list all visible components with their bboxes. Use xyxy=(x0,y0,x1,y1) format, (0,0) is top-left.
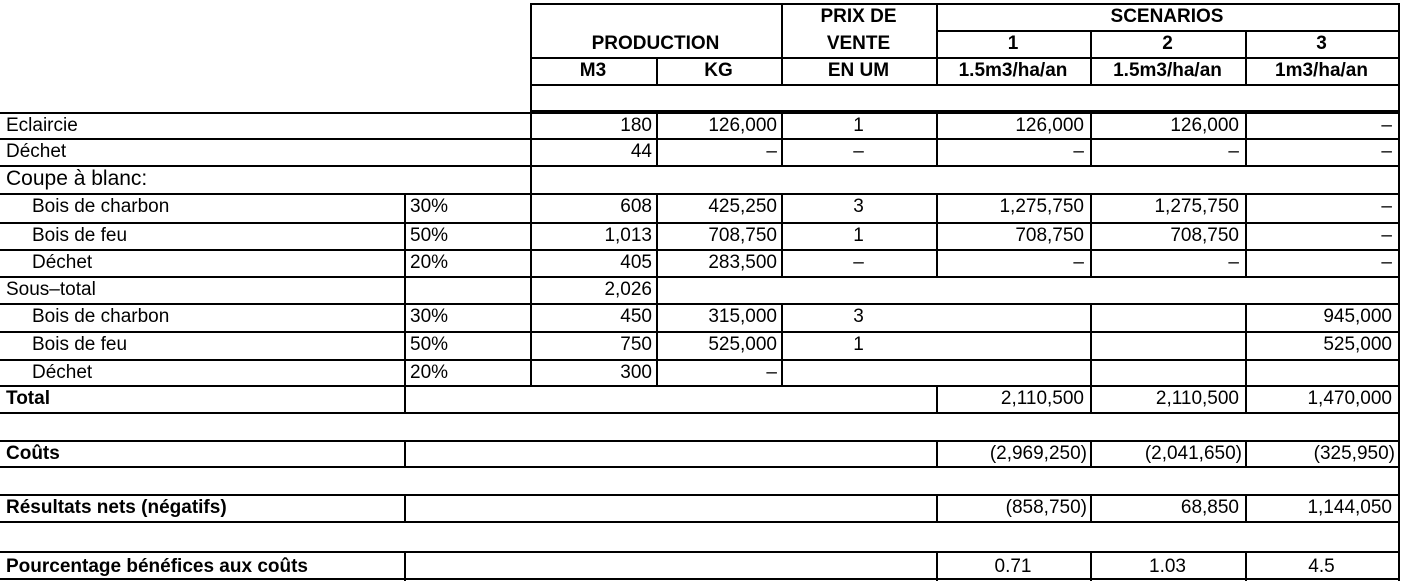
row-scenario-3: – xyxy=(1381,225,1392,246)
row-scenario-3: – xyxy=(1381,196,1392,217)
pourcentage-s1: 0.71 xyxy=(994,556,1032,577)
row-scenario-3 xyxy=(1245,165,1392,192)
row-label: Sous–total xyxy=(6,279,96,300)
row-scenario-2 xyxy=(1090,331,1239,358)
row-scenario-2: 708,750 xyxy=(1170,225,1239,246)
row-percent xyxy=(410,138,520,165)
total-label: Total xyxy=(6,388,50,409)
row-scenario-2 xyxy=(1090,165,1239,192)
grid-line xyxy=(0,521,1400,523)
row-scenario-1 xyxy=(936,303,1084,330)
row-scenario-2: 1,275,750 xyxy=(1154,196,1239,217)
resultats-s1: (858,750) xyxy=(1005,497,1087,518)
row-scenario-1: – xyxy=(1073,252,1084,273)
grid-line xyxy=(0,412,1400,414)
grid-line xyxy=(1398,3,1400,581)
row-percent: 30% xyxy=(410,196,449,217)
row-label: Bois de charbon xyxy=(32,306,170,327)
resultats-s3: 1,144,050 xyxy=(1307,497,1392,518)
row-price xyxy=(781,165,936,192)
row-kg xyxy=(656,276,777,303)
row-label: Bois de charbon xyxy=(32,196,170,217)
row-scenario-2 xyxy=(1090,303,1239,330)
row-price: 3 xyxy=(853,306,864,327)
row-m3: 750 xyxy=(620,334,652,355)
row-label: Déchet xyxy=(32,252,93,273)
row-kg: – xyxy=(766,141,777,162)
row-m3: 44 xyxy=(630,141,652,162)
row-scenario-2: – xyxy=(1228,252,1239,273)
row-kg: 126,000 xyxy=(708,115,777,136)
row-kg: 525,000 xyxy=(708,334,777,355)
total-s1: 2,110,500 xyxy=(1000,388,1084,409)
row-scenario-1: 1,275,750 xyxy=(999,196,1084,217)
row-scenario-3 xyxy=(1245,276,1392,303)
pourcentage-label: Pourcentage bénéfices aux coûts xyxy=(6,556,308,577)
row-scenario-3: – xyxy=(1381,252,1392,273)
row-m3: 450 xyxy=(620,306,652,327)
pourcentage-s2: 1.03 xyxy=(1149,556,1186,577)
row-kg: 283,500 xyxy=(708,252,777,273)
row-scenario-2 xyxy=(1090,359,1239,386)
row-kg: 315,000 xyxy=(708,306,777,327)
scenario-1-header: 1 xyxy=(1007,33,1019,54)
row-percent xyxy=(410,112,520,139)
row-m3: 608 xyxy=(620,196,652,217)
scenario-2-header: 2 xyxy=(1162,33,1173,54)
row-kg xyxy=(656,165,777,192)
row-percent: 50% xyxy=(410,334,449,355)
scenario-3-header: 3 xyxy=(1316,33,1327,54)
row-label: Coupe à blanc: xyxy=(6,167,148,190)
row-m3: 2,026 xyxy=(604,279,652,300)
row-scenario-1: – xyxy=(1073,141,1084,162)
row-label: Bois de feu xyxy=(32,225,128,246)
price-header-line3: EN UM xyxy=(827,60,890,81)
grid-line xyxy=(404,440,406,467)
row-price xyxy=(781,276,936,303)
row-label: Eclaircie xyxy=(6,115,78,136)
couts-s3: (325,950) xyxy=(1313,443,1395,464)
grid-line xyxy=(404,193,406,386)
row-label: Déchet xyxy=(6,141,67,162)
pourcentage-s3: 4.5 xyxy=(1308,556,1335,577)
row-m3: 180 xyxy=(620,115,652,136)
row-price: 1 xyxy=(853,115,864,136)
row-kg: – xyxy=(766,362,777,383)
scenario-1-rate: 1.5m3/ha/an xyxy=(958,60,1068,81)
row-scenario-2 xyxy=(1090,276,1239,303)
kg-header: KG xyxy=(704,60,733,81)
row-price: – xyxy=(853,141,864,162)
row-scenario-3: 945,000 xyxy=(1323,306,1392,327)
row-percent: 50% xyxy=(410,225,449,246)
row-percent: 20% xyxy=(410,362,449,383)
couts-s2: (2,041,650) xyxy=(1144,443,1242,464)
row-price: 1 xyxy=(853,225,864,246)
scenario-3-rate: 1m3/ha/an xyxy=(1275,60,1368,81)
row-m3 xyxy=(530,165,652,192)
row-price xyxy=(781,359,936,386)
price-header-line2: VENTE xyxy=(826,33,891,54)
resultats-label: Résultats nets (négatifs) xyxy=(6,497,227,518)
row-scenario-3: – xyxy=(1381,115,1392,136)
row-scenario-3: 525,000 xyxy=(1323,334,1392,355)
couts-s1: (2,969,250) xyxy=(989,443,1087,464)
row-percent xyxy=(410,165,520,192)
total-s3: 1,470,000 xyxy=(1307,388,1392,409)
row-percent xyxy=(410,276,520,303)
row-m3: 1,013 xyxy=(604,225,652,246)
row-scenario-1 xyxy=(936,165,1084,192)
scenarios-header: SCENARIOS xyxy=(1110,6,1224,27)
row-scenario-3 xyxy=(1245,359,1392,386)
row-scenario-2: – xyxy=(1228,141,1239,162)
row-scenario-2: 126,000 xyxy=(1170,115,1239,136)
row-scenario-1 xyxy=(936,331,1084,358)
row-price: 3 xyxy=(853,196,864,217)
row-scenario-1 xyxy=(936,276,1084,303)
row-price: – xyxy=(853,252,864,273)
row-price: 1 xyxy=(853,334,864,355)
couts-label: Coûts xyxy=(6,443,60,464)
row-m3: 405 xyxy=(620,252,652,273)
scenario-2-rate: 1.5m3/ha/an xyxy=(1113,60,1222,81)
grid-line xyxy=(530,84,1400,86)
row-scenario-3: – xyxy=(1381,141,1392,162)
row-percent: 20% xyxy=(410,252,449,273)
row-percent: 30% xyxy=(410,306,449,327)
m3-header: M3 xyxy=(579,60,607,81)
row-kg: 425,250 xyxy=(708,196,777,217)
row-m3: 300 xyxy=(620,362,652,383)
row-kg: 708,750 xyxy=(708,225,777,246)
row-label: Déchet xyxy=(32,362,93,383)
grid-line xyxy=(404,385,406,413)
resultats-s2: 68,850 xyxy=(1180,497,1239,518)
row-label: Bois de feu xyxy=(32,334,128,355)
grid-line xyxy=(404,551,406,581)
production-header: PRODUCTION xyxy=(591,33,720,54)
row-scenario-1 xyxy=(936,359,1084,386)
price-header-line1: PRIX DE xyxy=(820,6,897,27)
total-s2: 2,110,500 xyxy=(1155,388,1239,409)
grid-line xyxy=(404,494,406,522)
row-scenario-1: 708,750 xyxy=(1015,225,1084,246)
row-scenario-1: 126,000 xyxy=(1015,115,1084,136)
